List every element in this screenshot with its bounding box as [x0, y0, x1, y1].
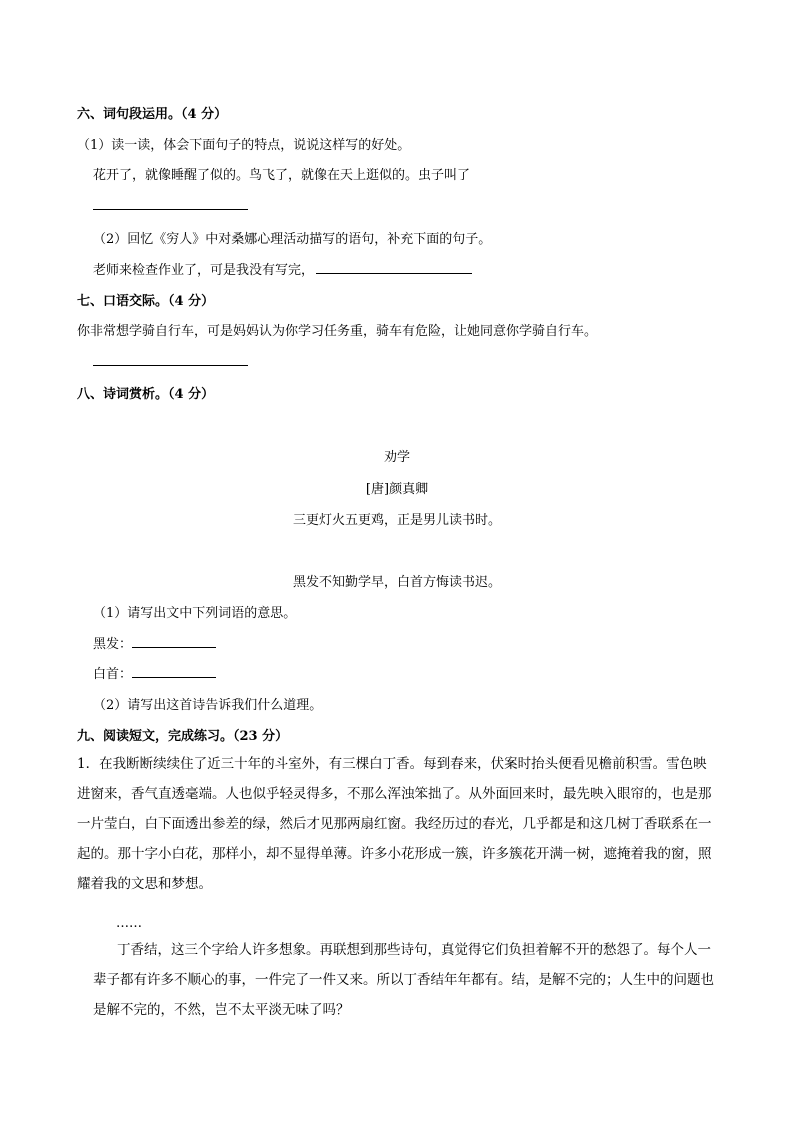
section-7-heading: 七、口语交际。（4 分）: [77, 294, 215, 309]
section-6-incomplete-sentence: 老师来检查作业了，可是我没有写完，: [93, 263, 315, 278]
poem-line-1: 三更灯火五更鸡，正是男儿读书时。: [292, 513, 501, 528]
section-7-answer-blank[interactable]: [93, 365, 248, 366]
section-8-question-2: （2）请写出这首诗告诉我们什么道理。: [93, 698, 323, 713]
section-7-prompt: 你非常想学骑自行车，可是妈妈认为你学习任务重，骑车有危险，让她同意你学骑自行车。: [77, 324, 598, 339]
section-8-question-1: （1）请写出文中下列词语的意思。: [93, 606, 297, 621]
passage-p1-start: 1．在我断断续续住了近三十年的斗室外，有三棵白丁香。每到春来，伏案时抬头便看见檐前: [77, 756, 626, 772]
section-6-heading: 六、词句段运用。（4 分）: [77, 107, 228, 122]
poem-author: [唐]颜真卿: [365, 482, 429, 497]
section-6-answer-blank-2[interactable]: [316, 273, 472, 274]
section-9-heading: 九、阅读短文，完成练习。（23 分）: [77, 729, 289, 744]
poem-line-2: 黑发不知勤学早，白首方悔读书迟。: [292, 575, 501, 590]
term-row-2: [93, 663, 216, 682]
section-6-question-2: （2）回忆《穷人》中对桑娜心理活动描写的语句，补充下面的句子。: [93, 232, 492, 247]
term-row-1: [93, 633, 216, 652]
passage-ellipsis: ……: [116, 916, 142, 931]
term-1-blank[interactable]: [132, 647, 216, 648]
poem-title: 劝学: [383, 450, 410, 465]
term-2-blank[interactable]: [132, 677, 216, 678]
emphasized-word: 积雪 · ·: [626, 756, 653, 772]
section-6-question-1: （1）读一读，体会下面句子的特点，说说这样写的好处。: [77, 138, 411, 153]
passage-paragraph-1: [77, 749, 720, 899]
section-6-answer-blank-1[interactable]: [93, 209, 248, 210]
passage-p1-end: 。雪色映进窗来，香气直透毫端。人也似乎轻灵得多，不那么浑浊笨拙了。从外面回来时，最先映入眼帘的，也是那一片莹白，白下面透出参差的绿，然后才见那两扇红窗。我经历过的春光，几乎都是和这几树丁香联系在一起的。那十字小白花，那样小，却不显得单薄。许多小花形成一簇，许多簇花开满一树，遮掩着我的窗，照耀着我的文思和梦想。: [77, 756, 712, 892]
passage-paragraph-2: 丁香结，这三个字给人许多想象。再联想到那些诗句，真觉得它们负担着解不开的愁怨了。每个人一辈子都有许多不顺心的事，一件完了一件又来。所以丁香结年年都有。结，是解不完的；人生中的问题也是解不完的，不然，岂不太平淡无味了吗？: [93, 942, 714, 1018]
section-8-heading: 八、诗词赏析。（4 分）: [77, 387, 215, 402]
term-2-label: 白首：: [93, 667, 133, 682]
term-1-label: 黑发：: [93, 637, 133, 652]
section-6-sentence-line: [93, 259, 472, 278]
section-6-example-sentence: 花开了，就像睡醒了似的。鸟飞了，就像在天上逛似的。虫子叫了: [93, 168, 471, 183]
